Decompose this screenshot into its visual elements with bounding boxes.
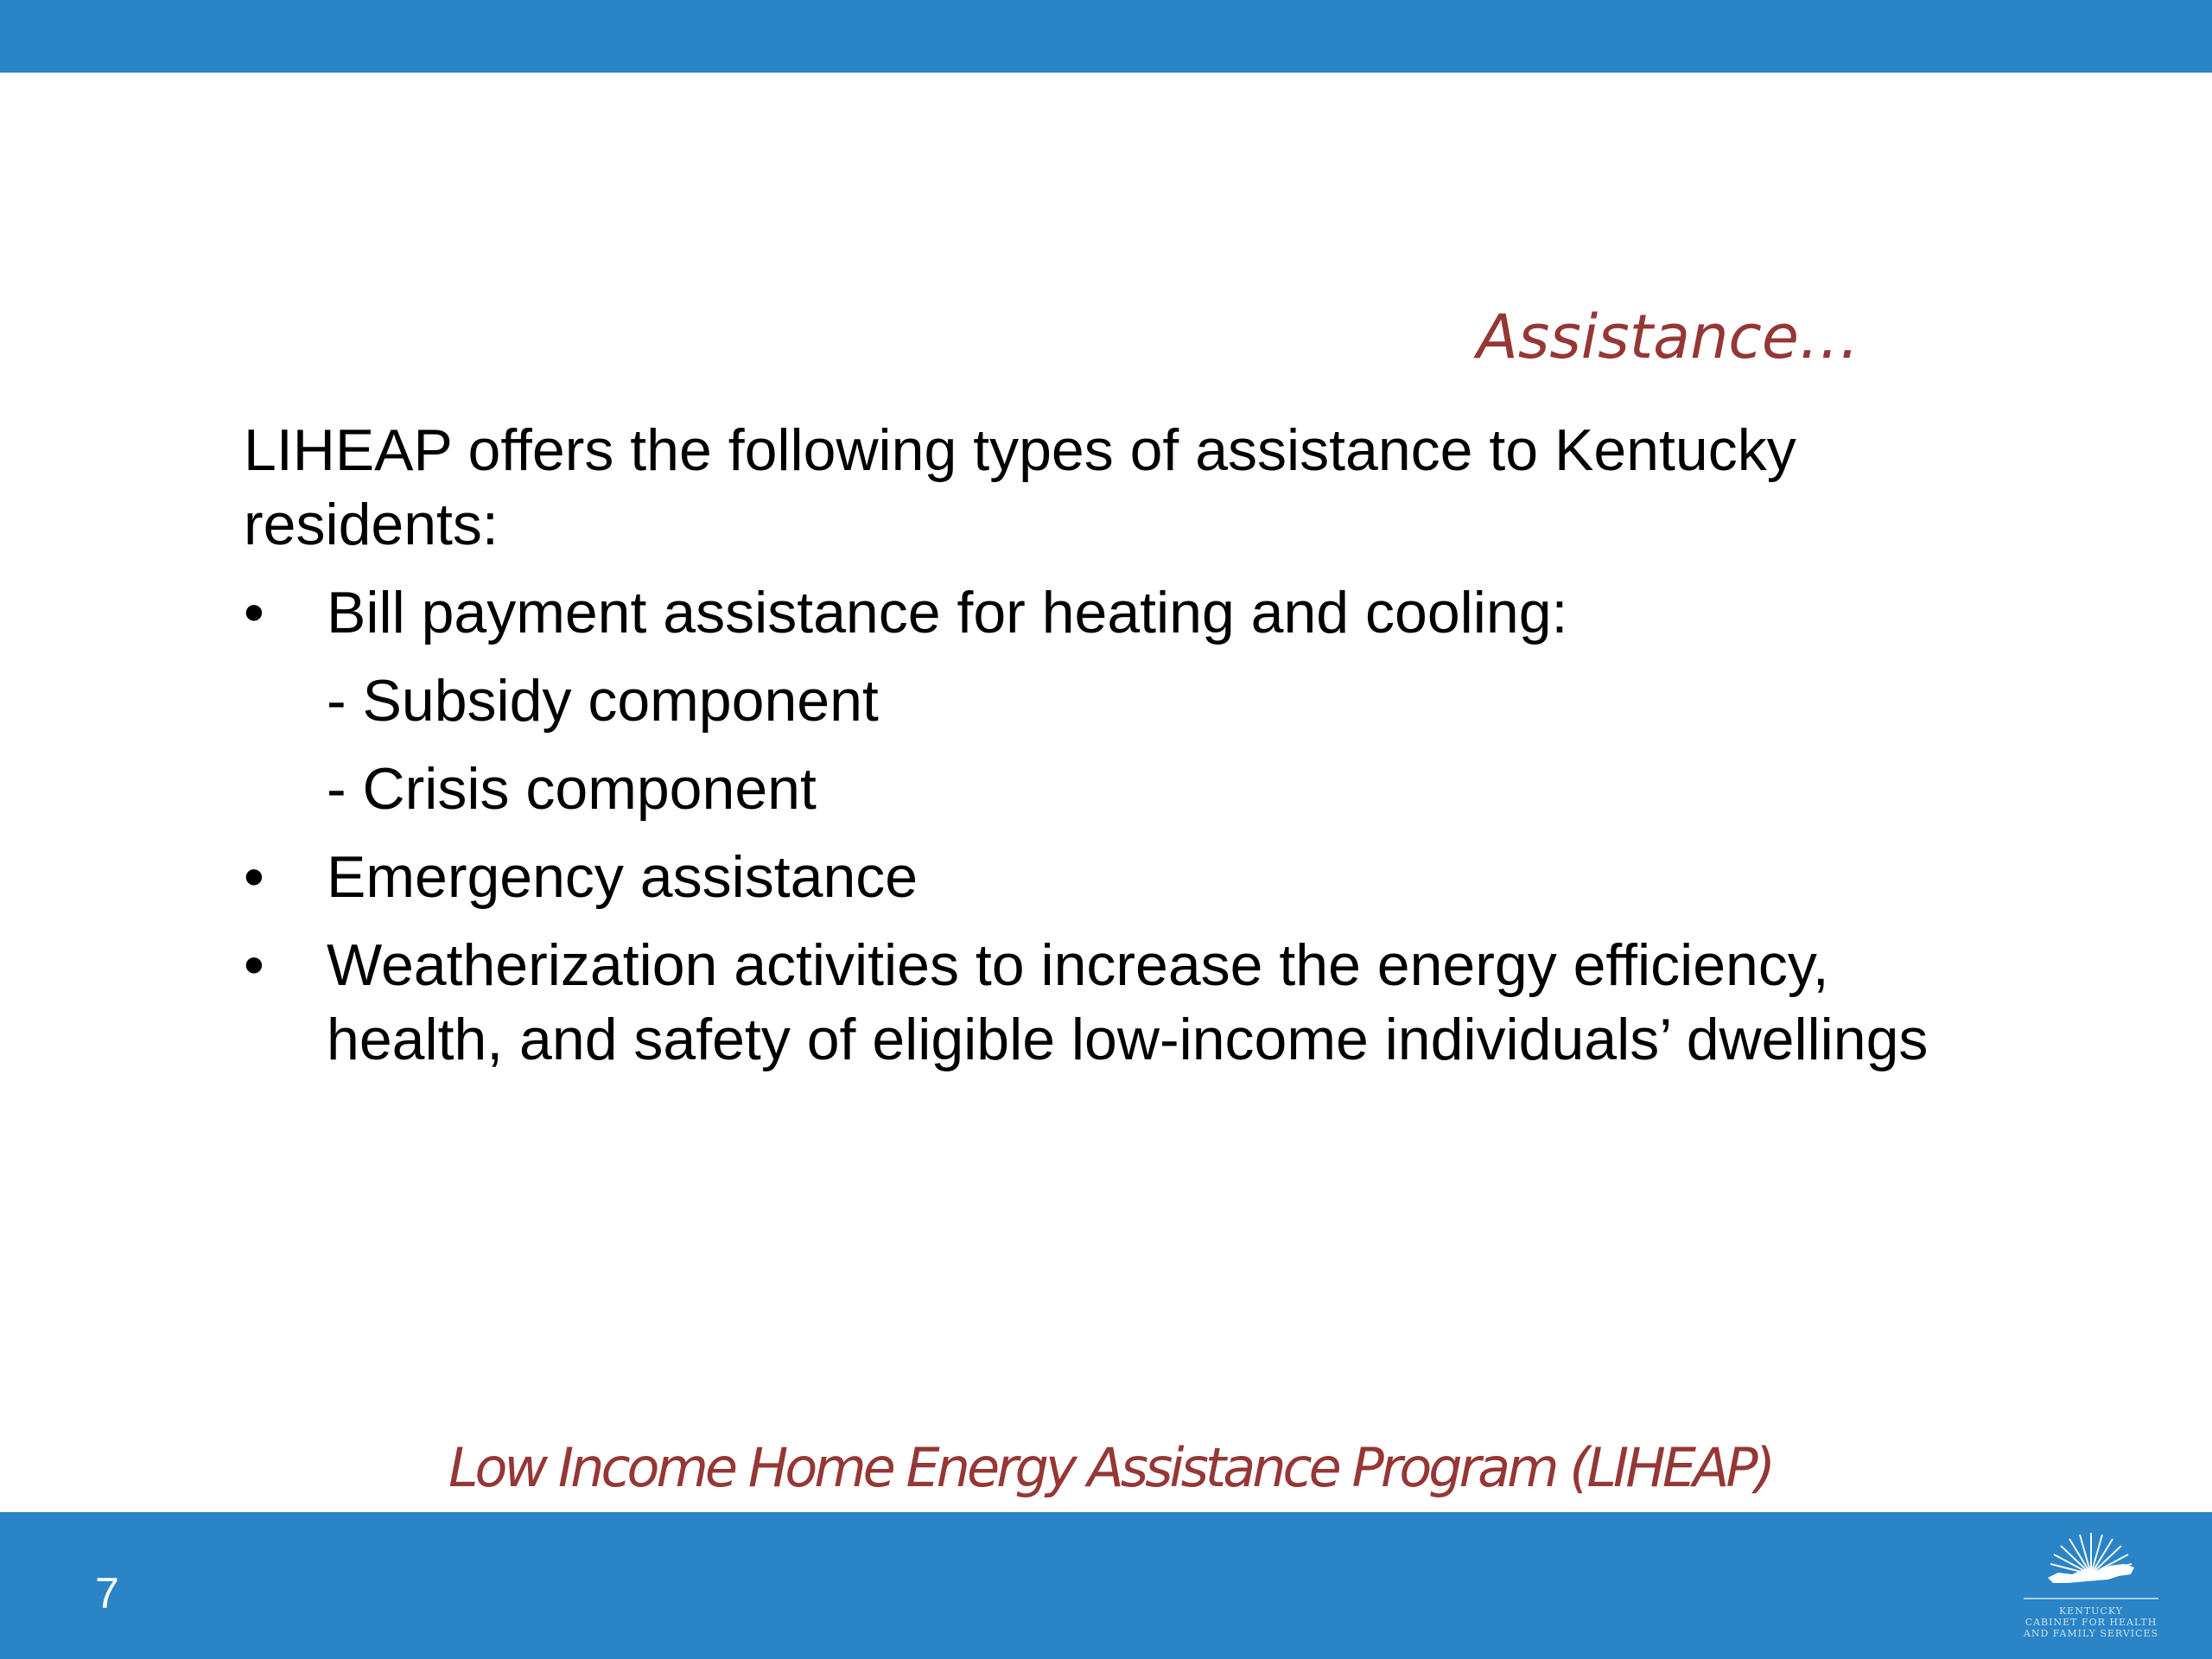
logo-line: AND FAMILY SERVICES <box>2023 1628 2159 1639</box>
bullet-mark: • <box>244 932 264 998</box>
bullet-item <box>244 928 1998 1077</box>
bullet-mark: • <box>244 844 264 910</box>
program-title: Low Income Home Energy Assistance Program (LIHEAP) <box>448 1436 1773 1499</box>
bullet-text: Weatherization activities to increase the energy efficiency, health, and safety of eligible low-income individuals’ dwellings <box>327 932 1929 1072</box>
slide-title: Assistance… <box>1476 302 1859 372</box>
logo-text <box>2005 1605 2177 1639</box>
bullet-text: Emergency assistance <box>327 844 918 910</box>
page-number: 7 <box>95 1569 119 1618</box>
kentucky-sunrise-logo-icon <box>2005 1521 2177 1603</box>
bottom-banner <box>0 1512 2212 1659</box>
top-banner <box>0 0 2212 73</box>
agency-logo <box>2005 1521 2177 1650</box>
bullet-item <box>244 840 1998 914</box>
slide-body <box>244 413 1998 1077</box>
bullet-text: Bill payment assistance for heating and cooling: <box>327 580 1568 645</box>
intro-text: LIHEAP offers the following types of assistance to Kentucky residents: <box>244 417 1796 557</box>
logo-line: KENTUCKY <box>2058 1605 2124 1617</box>
logo-line: CABINET FOR HEALTH <box>2024 1617 2158 1628</box>
bullet-item <box>244 575 1998 650</box>
sub-item-crisis: - Crisis component <box>327 756 817 822</box>
bullet-mark: • <box>244 580 264 645</box>
sub-item-subsidy: - Subsidy component <box>327 668 879 734</box>
